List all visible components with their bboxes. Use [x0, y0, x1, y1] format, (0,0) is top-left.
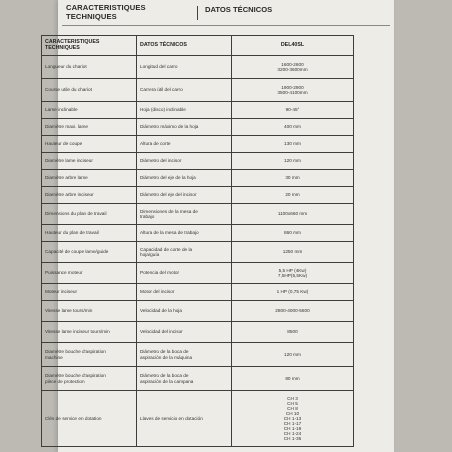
spec-label-french-text: Puissance moteur — [45, 270, 83, 276]
specifications-table — [41, 35, 354, 447]
spec-label-french-text: Diamètre arbre inciseur — [45, 192, 94, 198]
spec-value-text: 1900-2900 — [281, 84, 304, 90]
spec-label-spanish — [137, 102, 232, 119]
spec-label-french — [42, 187, 137, 204]
table-row — [42, 343, 354, 367]
column-header-french — [42, 36, 137, 56]
table-row — [42, 102, 354, 119]
column-header-french-line1: CARACTERISTIQUES — [45, 39, 100, 46]
spec-label-french-text: Vitesse lame inciseur tours/min — [45, 329, 110, 335]
spec-value — [232, 79, 354, 102]
column-header-french-line2: TECHNIQUES — [45, 44, 80, 51]
table-row — [42, 263, 354, 284]
spec-label-french-text: Diamètre lame inciseur — [45, 158, 93, 164]
service-key-size: CH 5 — [287, 400, 298, 406]
spec-label-french — [42, 170, 137, 187]
service-key-size: CH 10 — [285, 410, 300, 416]
spec-value-text: 120 mm — [284, 158, 301, 164]
spec-label-spanish — [137, 187, 232, 204]
spec-label-spanish-text: Diámetro de la boca de — [140, 373, 189, 379]
spec-label-french — [42, 79, 137, 102]
spec-value — [232, 153, 354, 170]
table-header-row — [42, 36, 354, 56]
spec-label-french — [42, 153, 137, 170]
column-header-model: DEL40SL — [232, 36, 354, 56]
spec-label-french — [42, 225, 137, 242]
spec-value — [232, 284, 354, 301]
spec-value — [232, 136, 354, 153]
table-row — [42, 301, 354, 322]
spec-label-french — [42, 204, 137, 225]
spec-label-spanish — [137, 225, 232, 242]
spec-label-spanish-text-line2: aspiración de la máquina — [140, 354, 193, 360]
table-row — [42, 153, 354, 170]
table-row — [42, 170, 354, 187]
spec-label-french — [42, 343, 137, 367]
spec-label-spanish — [137, 119, 232, 136]
spec-label-spanish — [137, 136, 232, 153]
spec-value — [232, 56, 354, 79]
table-row — [42, 119, 354, 136]
spec-value — [232, 263, 354, 284]
spec-value-text: 20 mm — [285, 192, 300, 198]
page-header — [58, 0, 394, 24]
spec-value-text: 80 mm — [285, 375, 300, 381]
table-row — [42, 187, 354, 204]
spec-label-spanish-text: Velocidad del incisor — [140, 329, 183, 335]
spec-value-text: 1250 mm — [282, 249, 303, 255]
header-title-french-line1: CARACTERISTIQUES — [66, 3, 146, 12]
spec-label-spanish-text: Motor del incisor — [140, 289, 175, 295]
spec-label-french-text: Diamètre bouche d'aspiration — [45, 349, 106, 355]
spec-label-spanish — [137, 204, 232, 225]
table-row-service-keys — [42, 391, 354, 447]
spec-label-french — [42, 102, 137, 119]
spec-value-text: 400 mm — [284, 124, 301, 130]
spec-label-french-text: Diamètre bouche d'aspiration — [45, 373, 106, 379]
spec-value-text-line2: 3200-3600mm — [277, 67, 308, 72]
spec-value-text-line2: 7,5HP(5,5Kw) — [277, 273, 308, 278]
spec-value-text: 130 mm — [284, 141, 301, 147]
spec-label-spanish-text: Diámetro del eje del incisor — [140, 192, 197, 198]
spec-label-spanish-text: Diámetro del incisor — [140, 158, 182, 164]
spec-value-text-line2: 3500-4100mm — [277, 90, 308, 95]
spec-value-text: 860 mm — [284, 230, 301, 236]
spec-label-french-text: Lame inclinable — [45, 107, 78, 113]
spec-label-spanish-text-line2: hoja/guía — [140, 252, 160, 257]
header-title-spanish: DATOS TÉCNICOS — [205, 5, 273, 14]
header-rule — [62, 25, 390, 26]
spec-label-spanish — [137, 170, 232, 187]
spec-value — [232, 187, 354, 204]
spec-label-spanish: Llaves de servicio en dotación — [137, 391, 232, 447]
table-row — [42, 322, 354, 343]
spec-label-french-text: Moteur inciseur — [45, 289, 78, 295]
spec-label-french-text: Vitesse lame tours/min — [45, 308, 93, 314]
spec-label-spanish — [137, 322, 232, 343]
spec-value-text: 90-45° — [285, 107, 300, 113]
spec-value-text: 120 mm — [284, 351, 301, 357]
spec-label-spanish-text: Altura de corte — [140, 141, 171, 147]
spec-label-spanish — [137, 56, 232, 79]
spec-label-french-text-line2: pièce de protection — [45, 378, 85, 384]
spec-label-french-text: Diamètre maxi. lame — [45, 124, 88, 130]
spec-value — [232, 119, 354, 136]
service-key-size: CH 3 — [287, 395, 298, 401]
spec-value-text: 1100x660 mm — [277, 211, 308, 217]
spec-label-spanish — [137, 367, 232, 391]
service-key-size: CH 1-17 — [283, 421, 302, 427]
spec-label-french-text: Course utile du chariot — [45, 87, 92, 93]
spec-label-french — [42, 322, 137, 343]
spec-value-text: 1600-2600 — [281, 61, 304, 67]
spec-label-french: Clés de service en dotation — [42, 391, 137, 447]
spec-label-french — [42, 56, 137, 79]
spec-label-spanish — [137, 263, 232, 284]
spec-value-text: 1 HP (0,75 Kw) — [276, 289, 309, 295]
spec-label-french — [42, 301, 137, 322]
spec-label-spanish — [137, 242, 232, 263]
spec-label-spanish — [137, 284, 232, 301]
service-key-size: CH 1-24 — [283, 431, 302, 437]
spec-label-spanish-text: Diámetro de la boca de — [140, 349, 189, 355]
spec-label-french-text-line2: machine — [45, 354, 63, 360]
table-row — [42, 284, 354, 301]
table-row — [42, 56, 354, 79]
table-row — [42, 136, 354, 153]
spec-label-spanish — [137, 153, 232, 170]
service-keys-list — [232, 391, 354, 447]
service-key-size: CH 1-36 — [283, 436, 302, 442]
spec-value — [232, 102, 354, 119]
header-title-french — [66, 4, 146, 21]
spec-value — [232, 170, 354, 187]
spec-value — [232, 204, 354, 225]
spec-value-text: 5,5 HP (4Kw) — [278, 267, 307, 273]
spec-label-french-text: Hauteur du plan de travail — [45, 230, 99, 236]
header-title-french-line2: TECHNIQUES — [66, 11, 117, 21]
spec-label-spanish-text: Capacidad de corte de la — [140, 246, 193, 252]
spec-label-spanish-text-line2: trabajo — [140, 214, 155, 219]
spec-label-spanish-text: Carrera útil del carro — [140, 87, 183, 93]
spec-label-spanish-text-line2: aspiración de la campana — [140, 378, 194, 384]
spec-value — [232, 322, 354, 343]
spec-label-french — [42, 367, 137, 391]
spec-label-french — [42, 242, 137, 263]
spec-label-spanish-text: Velocidad de la hoja — [140, 308, 182, 314]
service-key-size: CH 1-13 — [283, 415, 302, 421]
table-row — [42, 204, 354, 225]
spec-label-spanish-text: Potencia del motor — [140, 270, 180, 276]
table-row — [42, 225, 354, 242]
spec-value — [232, 242, 354, 263]
spec-label-french-text: Capacité de coupe lame/guide — [45, 249, 109, 255]
header-separator — [197, 6, 198, 20]
spec-value — [232, 343, 354, 367]
spec-label-spanish — [137, 343, 232, 367]
spec-value-text: 8500 — [287, 329, 298, 335]
table-row — [42, 79, 354, 102]
spec-label-french-text: Diamètre arbre lame — [45, 175, 88, 181]
spec-value — [232, 367, 354, 391]
spec-value — [232, 301, 354, 322]
spec-label-spanish — [137, 301, 232, 322]
spec-label-spanish-text: Longitud del carro — [140, 64, 178, 70]
spec-label-spanish — [137, 79, 232, 102]
spec-label-french — [42, 263, 137, 284]
column-header-spanish: DATOS TÉCNICOS — [137, 36, 232, 56]
spec-label-spanish-text: Dimensiones de la mesa de — [140, 208, 198, 214]
spec-value-text: 2800-4000-5600 — [275, 308, 310, 314]
spec-label-spanish-text: Hoja (disco) inclinable — [140, 107, 186, 113]
table-row — [42, 242, 354, 263]
spec-label-spanish-text: Diámetro del eje de la hoja — [140, 175, 196, 181]
spec-label-french — [42, 136, 137, 153]
spec-label-french — [42, 119, 137, 136]
table-row — [42, 367, 354, 391]
service-key-size: CH 8 — [287, 405, 298, 411]
spec-label-french-text: Hauteur de coupe — [45, 141, 83, 147]
spec-value-text: 30 mm — [285, 175, 300, 181]
spec-label-spanish-text: Altura de la mesa de trabajo — [140, 230, 199, 236]
spec-label-spanish-text: Diámetro máximo de la hoja — [140, 124, 199, 130]
spec-label-french-text: Longueur du chariot — [45, 64, 87, 70]
spec-label-french — [42, 284, 137, 301]
spec-label-french-text: Dimensions du plan de travail — [45, 211, 107, 217]
spec-value — [232, 225, 354, 242]
service-key-size: CH 1-19 — [283, 426, 302, 432]
